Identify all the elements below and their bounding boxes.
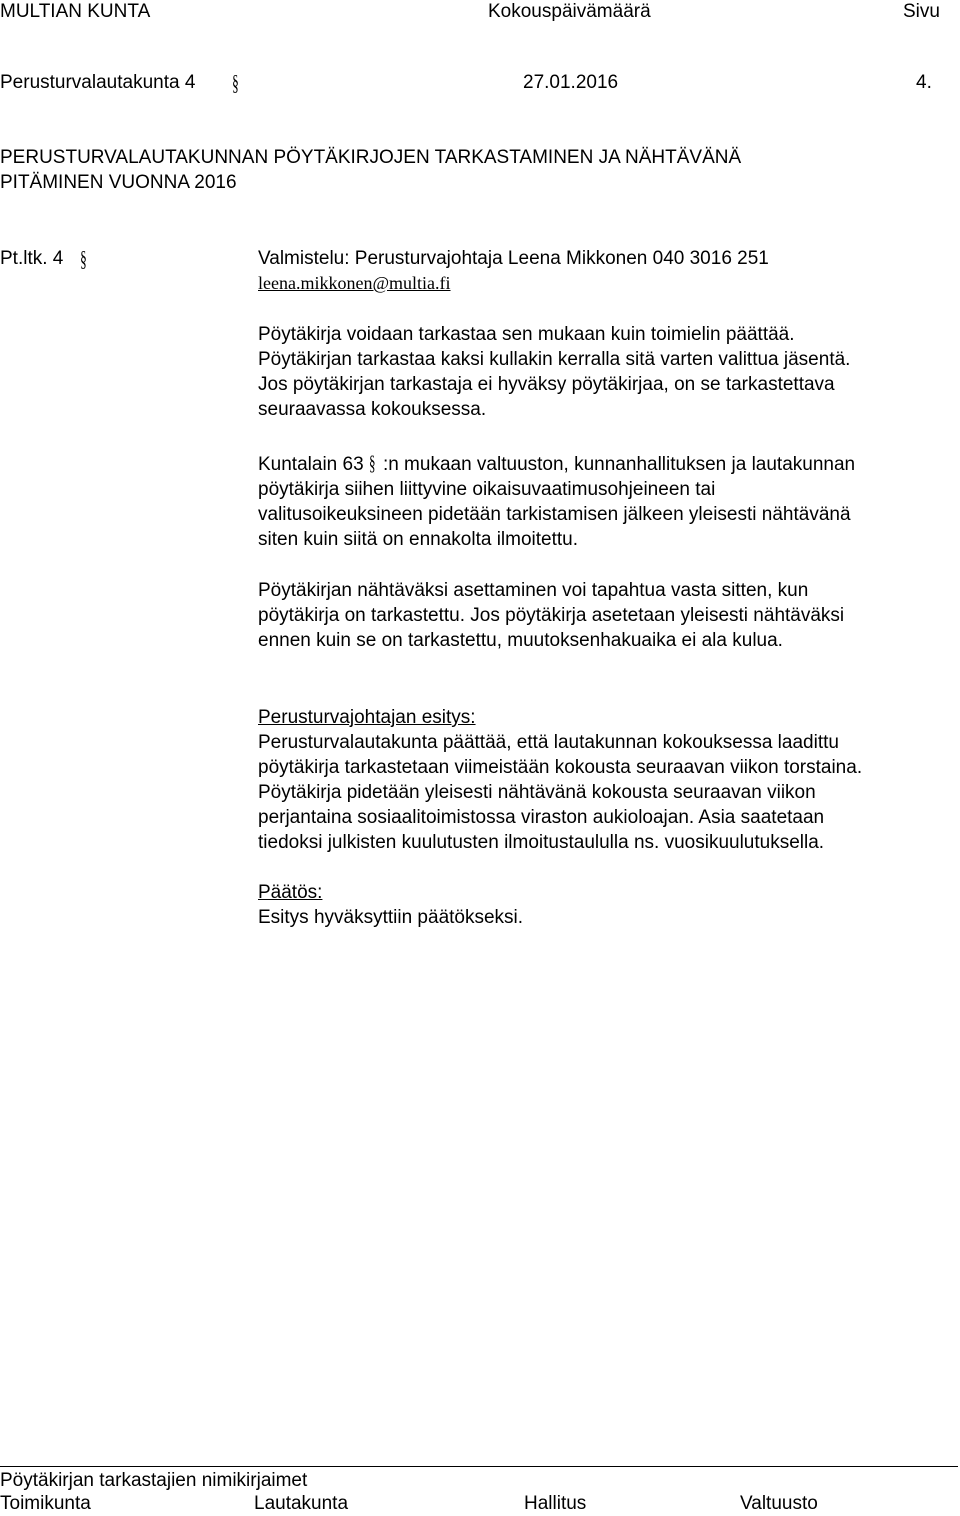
paragraph-3 [258, 578, 958, 653]
item-label: Pt.ltk. 4 [0, 248, 64, 269]
decision [258, 880, 958, 930]
page-number: 4. [916, 72, 932, 93]
paragraph-line: pöytäkirja on tarkastettu. Jos pöytäkirja asetetaan yleisesti nähtäväksi [258, 605, 845, 626]
footer-divider [0, 1466, 958, 1467]
meeting-date: 27.01.2016 [523, 72, 619, 93]
paragraph-line: Kuntalain 63 § :n mukaan valtuuston, kunnanhallituksen ja lautakunnan [258, 451, 856, 475]
paragraph-line: Pöytäkirjan nähtäväksi asettaminen voi tapahtua vasta sitten, kun [258, 580, 809, 601]
title-line-2: PITÄMINEN VUONNA 2016 [0, 172, 237, 193]
footer-col-toimikunta: Toimikunta [0, 1493, 91, 1514]
proposal-line: Perusturvalautakunta päättää, että lautakunnan kokouksessa laadittu [258, 732, 839, 753]
footer-col-lautakunta: Lautakunta [254, 1493, 349, 1514]
paragraph-line: valitusoikeuksineen pidetään tarkistamisen jälkeen yleisesti nähtävänä [258, 504, 851, 525]
paragraph-line: seuraavassa kokouksessa. [258, 399, 487, 420]
preparer: Valmistelu: Perusturvajohtaja Leena Mikkonen 040 3016 251 [258, 248, 769, 269]
paragraph-line: Pöytäkirjan tarkastaa kaksi kullakin kerralla sitä varten valittua jäsentä. [258, 349, 851, 370]
footer-col-hallitus: Hallitus [524, 1493, 587, 1514]
title-line-1: PERUSTURVALAUTAKUNNAN PÖYTÄKIRJOJEN TARKASTAMINEN JA NÄHTÄVÄNÄ [0, 147, 742, 168]
paragraph-line: ennen kuin se on tarkastettu, muutoksenhakuaika ei ala kulua. [258, 630, 783, 651]
footer-col-valtuusto: Valtuusto [740, 1493, 818, 1514]
org-name: MULTIAN KUNTA [0, 1, 151, 22]
proposal-line: Pöytäkirja pidetään yleisesti nähtävänä kokousta seuraavan viikon [258, 782, 816, 803]
proposal-line: perjantaina sosiaalitoimistossa viraston aukioloajan. Asia saatetaan [258, 807, 825, 828]
proposal-heading: Perusturvajohtajan esitys: [258, 707, 476, 728]
email-link[interactable]: leena.mikkonen@multia.fi [258, 273, 451, 293]
paragraph-line: siten kuin siitä on ennakolta ilmoitettu. [258, 529, 579, 550]
proposal-line: tiedoksi julkisten kuulutusten ilmoitustaululla ns. vuosikuulutuksella. [258, 832, 825, 853]
date-label: Kokouspäivämäärä [488, 1, 651, 22]
proposal [258, 705, 958, 855]
decision-text: Esitys hyväksyttiin päätökseksi. [258, 907, 524, 928]
meeting-body: Perusturvalautakunta 4 [0, 72, 196, 93]
section-sign: § [368, 451, 376, 475]
section-sign: § [232, 70, 239, 95]
paragraph-1 [258, 322, 958, 422]
paragraph-line: pöytäkirja siihen liittyvine oikaisuvaatimusohjeineen tai [258, 479, 716, 500]
signatures-label: Pöytäkirjan tarkastajien nimikirjaimet [0, 1470, 308, 1491]
page-label: Sivu [903, 1, 940, 22]
decision-heading: Päätös: [258, 882, 323, 903]
paragraph-line: Pöytäkirja voidaan tarkastaa sen mukaan kuin toimielin päättää. [258, 324, 795, 345]
paragraph-2 [258, 451, 958, 552]
proposal-line: pöytäkirja tarkastetaan viimeistään kokousta seuraavan viikon torstaina. [258, 757, 863, 778]
law-ref: Kuntalain 63 [258, 454, 364, 475]
paragraph-line: Jos pöytäkirjan tarkastaja ei hyväksy pöytäkirjaa, on se tarkastettava [258, 374, 835, 395]
item-section-sign: § [80, 246, 87, 271]
